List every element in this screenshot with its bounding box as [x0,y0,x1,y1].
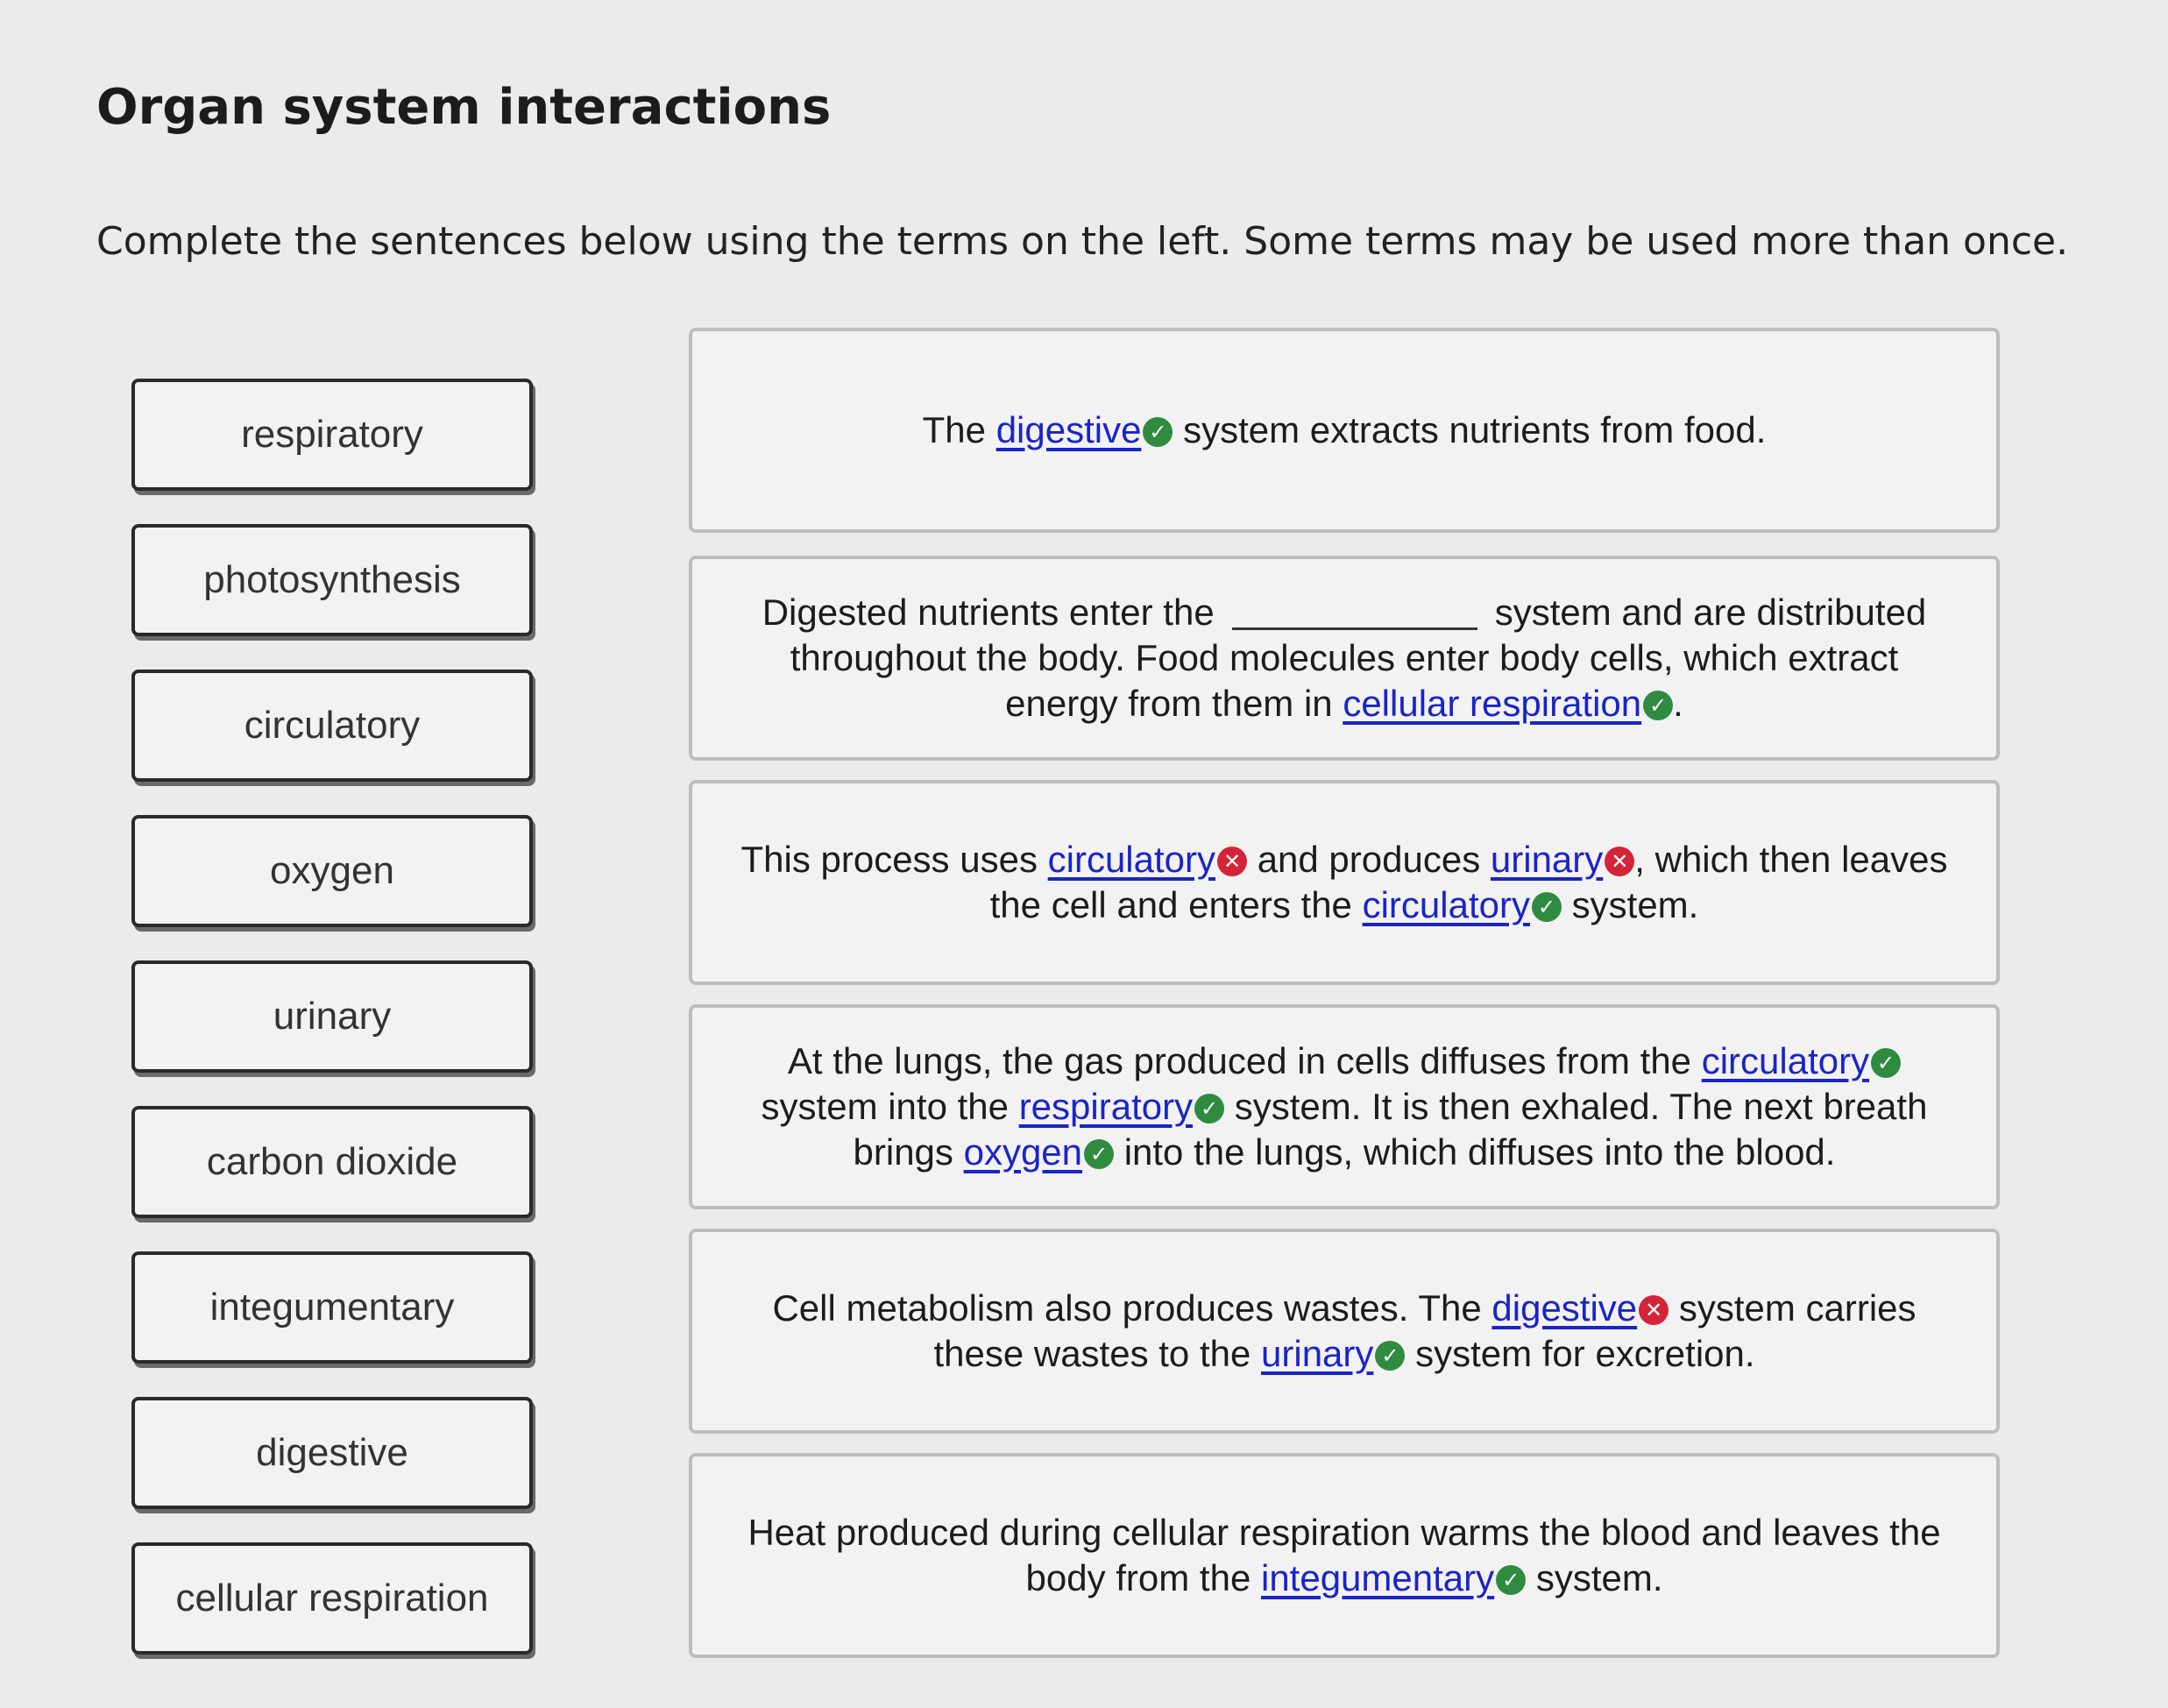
sentence-box-6 [689,1453,2000,1658]
term-circulatory[interactable]: circulatory [131,670,533,782]
answer-chip[interactable]: circulatory [1701,1040,1870,1081]
sentence-fragment: The [922,409,987,450]
sentence-fragment: system for excretion. [1415,1333,1755,1374]
sentence-box-3 [689,780,2000,985]
sentence-text [923,408,1767,453]
sentence-text [736,590,1952,726]
answer-chip[interactable]: oxygen [963,1131,1083,1173]
sentence-fragment: . [1673,683,1683,724]
answer-chip[interactable]: integumentary [1260,1557,1495,1598]
incorrect-x-icon: ✕ [1605,847,1634,876]
answer-chip[interactable]: circulatory [1047,839,1216,880]
correct-check-icon: ✓ [1084,1139,1114,1169]
sentence-fragment: system into the [761,1086,1010,1127]
sentence-fragment: system. It is then exhaled. The next breath brings [853,1086,1928,1173]
sentence-fragment: system and are distributed throughout the body. Food molecules enter body cells, which extract energy from them in [790,592,1927,724]
sentence-box-1 [689,328,2000,533]
sentence-text [736,1038,1952,1175]
term-respiratory[interactable]: respiratory [131,379,533,491]
sentence-fragment: Heat produced during cellular respiration warms the blood and leaves the body from the [747,1512,1941,1598]
correct-check-icon: ✓ [1194,1094,1224,1123]
sentence-box-4 [689,1004,2000,1209]
correct-check-icon: ✓ [1871,1048,1901,1078]
sentence-fragment: into the lungs, which diffuses into the blood. [1123,1131,1836,1173]
sentence-fragment: system. [1535,1557,1663,1598]
correct-check-icon: ✓ [1532,892,1562,922]
correct-check-icon: ✓ [1643,691,1673,720]
sentence-fragment: system carries these wastes to the [933,1287,1916,1374]
sentence-fragment: Digested nutrients enter the [762,592,1215,633]
term-photosynthesis[interactable]: photosynthesis [131,524,533,636]
term-oxygen[interactable]: oxygen [131,815,533,927]
answer-chip[interactable]: digestive [995,409,1142,450]
sentence-text [736,1510,1952,1601]
answer-chip[interactable]: circulatory [1362,884,1530,925]
sentence-fragment: , which then leaves the cell and enters the [989,839,1948,925]
answer-chip[interactable]: urinary [1261,1333,1374,1374]
sentence-fragment: At the lungs, the gas produced in cells diffuses from the [787,1040,1692,1081]
correct-check-icon: ✓ [1496,1565,1526,1595]
sentence-text [736,837,1952,928]
term-digestive[interactable]: digestive [131,1397,533,1509]
term-carbon-dioxide[interactable]: carbon dioxide [131,1106,533,1218]
sentence-fragment: Cell metabolism also produces wastes. The [772,1287,1482,1329]
correct-check-icon: ✓ [1375,1341,1405,1371]
term-integumentary[interactable]: integumentary [131,1251,533,1364]
answer-chip[interactable]: digestive [1491,1287,1638,1329]
sentence-fragment: system extracts nutrients from food. [1183,409,1767,450]
incorrect-x-icon: ✕ [1639,1295,1669,1325]
sentence-fragment: This process uses [740,839,1038,880]
sentence-fragment: and produces [1257,839,1481,880]
answer-chip[interactable]: cellular respiration [1343,683,1642,724]
instructions: Complete the sentences below using the terms on the left. Some terms may be used more than once. [96,219,2069,264]
correct-check-icon: ✓ [1143,417,1173,447]
answer-chip[interactable]: respiratory [1018,1086,1194,1127]
empty-drop-zone[interactable] [1232,624,1477,630]
incorrect-x-icon: ✕ [1217,847,1247,876]
sentence-box-5 [689,1229,2000,1434]
sentence-box-2 [689,556,2000,761]
term-cellular-respiration[interactable]: cellular respiration [131,1542,533,1655]
sentence-text [736,1286,1952,1377]
term-urinary[interactable]: urinary [131,960,533,1073]
sentence-fragment: system. [1571,884,1699,925]
page-title: Organ system interactions [96,79,832,136]
answer-chip[interactable]: urinary [1490,839,1604,880]
